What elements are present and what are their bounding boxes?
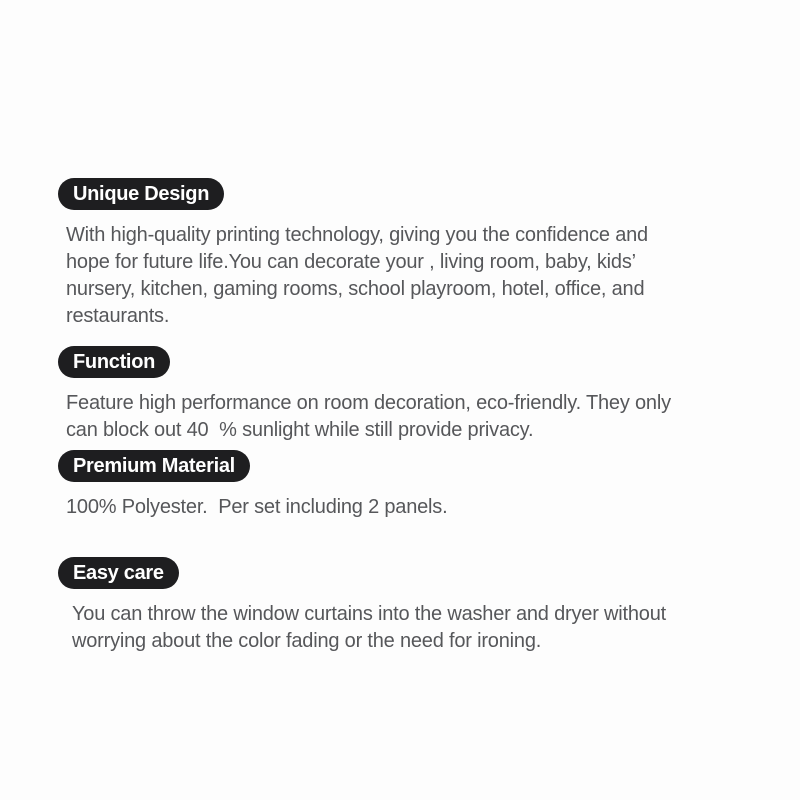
section-unique-design <box>58 178 758 330</box>
paragraph-line: restaurants. <box>66 305 170 327</box>
paragraph-line: 100% Polyester. Per set including 2 panels. <box>66 496 448 518</box>
paragraph-line: can block out 40 % sunlight while still provide privacy. <box>66 419 534 441</box>
section-premium-material <box>58 450 758 521</box>
section-header-unique-design: Unique Design <box>58 178 224 210</box>
section-header-easy-care: Easy care <box>58 557 179 589</box>
section-header-function: Function <box>58 346 170 378</box>
section-paragraph <box>66 222 758 330</box>
paragraph-line: hope for future life.You can decorate your , living room, baby, kids’ <box>66 251 636 273</box>
paragraph-line: You can throw the window curtains into the washer and dryer without <box>72 603 666 625</box>
section-paragraph <box>72 601 758 655</box>
paragraph-line: worrying about the color fading or the need for ironing. <box>72 630 542 652</box>
section-header-premium-material: Premium Material <box>58 450 250 482</box>
description-content <box>58 178 758 655</box>
paragraph-line: With high-quality printing technology, giving you the confidence and <box>66 224 648 246</box>
section-paragraph <box>66 494 758 521</box>
section-easy-care <box>58 557 758 655</box>
paragraph-line: Feature high performance on room decoration, eco-friendly. They only <box>66 392 671 414</box>
paragraph-line: nursery, kitchen, gaming rooms, school playroom, hotel, office, and <box>66 278 645 300</box>
section-paragraph <box>66 390 758 444</box>
section-function <box>58 346 758 444</box>
